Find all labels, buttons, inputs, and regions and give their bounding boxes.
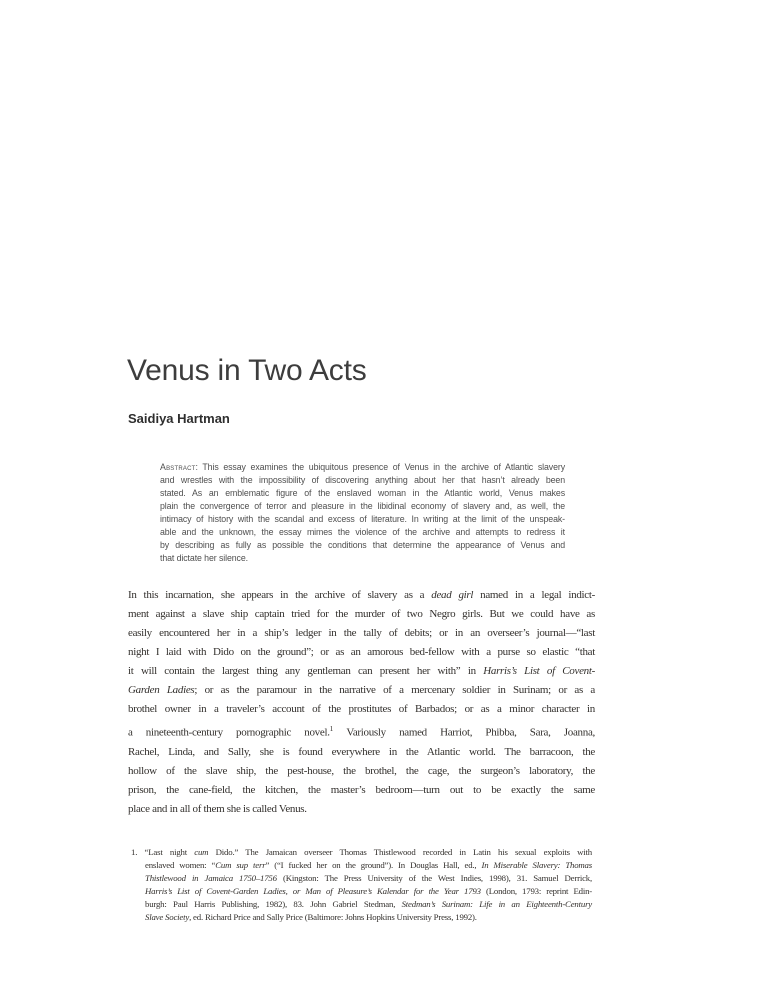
footnote-reference: 1 [329, 724, 334, 733]
body-line: brothel owner in a traveler’s account of the prostitutes of Barbados; or as a minor character in [128, 703, 595, 715]
body-line: place and in all of them she is called Venus. [128, 802, 307, 815]
body-line: easily encountered her in a ship’s ledger in the tally of debits; or in an overseer’s journal—“last [128, 627, 595, 639]
page-title: Venus in Two Acts [127, 354, 367, 387]
body-line: Garden Ladies; or as the paramour in the narrative of a mercenary soldier in Surinam; or as a [128, 684, 595, 696]
footnote-line: Thistlewood in Jamaica 1750–1756 (Kingston: The Press University of the West Indies, 1998), 31. Samuel Derrick, [145, 873, 592, 883]
abstract-line: able and the unknown, the essay mimes the violence of the archive and attempts to redress it [160, 527, 565, 537]
italic-text: Thistlewood in Jamaica 1750–1756 [145, 873, 277, 883]
footnote [131, 846, 592, 924]
body-line: hollow of the slave ship, the pest-house, the brothel, the cage, the surgeon’s laboratory, the [128, 764, 595, 777]
abstract-line: intimacy of history with the scandal and excess of literature. In writing at the limit of the unspeak- [160, 514, 565, 524]
abstract [160, 461, 565, 565]
footnote-line: enslaved women: “Cum sup terr” (“I fucked her on the ground”). In Douglas Hall, ed., In Miserable Slavery: Thomas [145, 860, 592, 870]
italic-text: Harris’s List of Covent- [483, 665, 595, 677]
italic-text: Garden Ladies [128, 684, 195, 696]
footnote-line: burgh: Paul Harris Publishing, 1982), 83. John Gabriel Stedman, Stedman’s Surinam: Life in an Eighteenth-Century [145, 899, 592, 909]
italic-text: Slave Society [145, 912, 190, 922]
abstract-line: that dictate her silence. [160, 553, 248, 563]
body-line: it will contain the largest thing any gentleman can present her with” in Harris’s List of Covent- [128, 665, 595, 677]
body-line: Rachel, Linda, and Sally, she is found everywhere in the Atlantic world. The barracoon, the [128, 745, 595, 758]
body-line: a nineteenth-century pornographic novel.$^1$ Variously named Harriot, Phibba, Sara, Joanna, [128, 724, 595, 739]
italic-text: Stedman’s Surinam: Life in an Eighteenth-Century [401, 899, 592, 909]
body-line: night I laid with Dido on the ground”; or as an amorous bed-fellow with a purse so elastic “that [128, 646, 595, 658]
footnote-line: Slave Society, ed. Richard Price and Sally Price (Baltimore: Johns Hopkins University Press, 1992). [145, 912, 477, 922]
italic-text: Harris’s List of Covent-Garden Ladies, or Man of Pleasure’s Kalendar for the Year 1793 [145, 886, 481, 896]
abstract-label: Abstract [160, 462, 196, 472]
abstract-line: Abstract: This essay examines the ubiquitous presence of Venus in the archive of Atlantic slavery [160, 462, 565, 472]
body-line: In this incarnation, she appears in the archive of slavery as a dead girl named in a legal indict- [128, 589, 595, 601]
author-name: Saidiya Hartman [128, 411, 230, 426]
footnote-line: Harris’s List of Covent-Garden Ladies, or Man of Pleasure’s Kalendar for the Year 1793 (London, 1793: reprint Edin- [145, 886, 592, 896]
body-line: ment against a slave ship captain tried for the murder of two Negro girls. But we could have as [128, 608, 595, 620]
abstract-line: by describing as fully as possible the conditions that determine the appearance of Venus and [160, 540, 565, 550]
abstract-line: plain the convergence of terror and pleasure in the libidinal economy of slavery and, as well, the [160, 501, 565, 511]
body-line: prison, the cane-field, the kitchen, the master’s bedroom—turn out to be exactly the same [128, 783, 595, 796]
abstract-line: and wrestles with the impossibility of discovering anything about her that hasn’t already been [160, 475, 565, 485]
italic-text: cum [194, 847, 209, 857]
italic-text: Cum sup terr [215, 860, 266, 870]
italic-text: In Miserable Slavery: Thomas [481, 860, 592, 870]
body-paragraph [128, 586, 595, 819]
abstract-line: stated. As an emblematic figure of the enslaved woman in the Atlantic world, Venus makes [160, 488, 565, 498]
italic-text: dead girl [431, 589, 474, 601]
footnote-line: 1. “Last night cum Dido.” The Jamaican overseer Thomas Thistlewood recorded in Latin his sexual exploits with [131, 847, 592, 857]
